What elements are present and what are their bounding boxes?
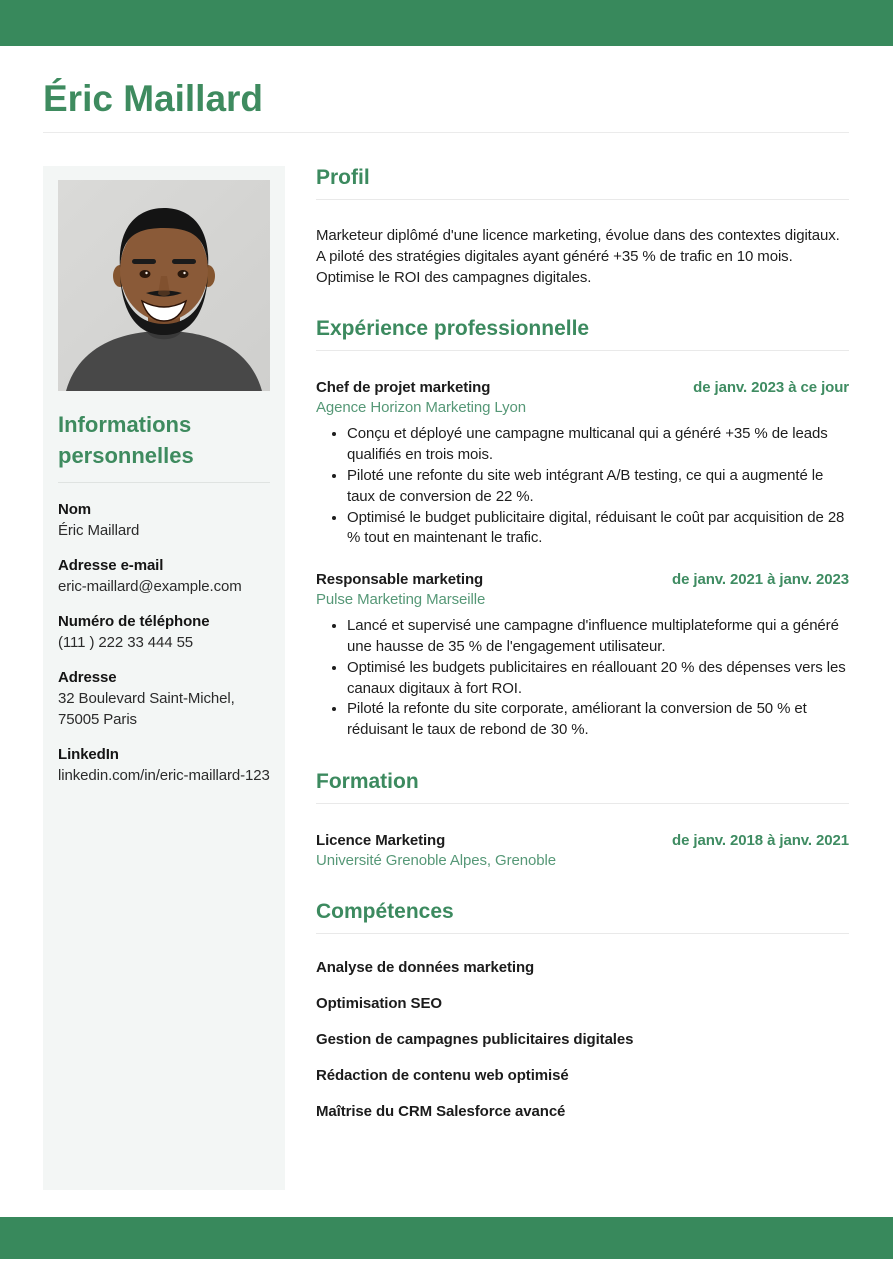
skills-list: [316, 960, 849, 1120]
job-bullet-list: [316, 616, 849, 741]
info-field-label: Adresse e-mail: [58, 556, 164, 574]
skill-item: Rédaction de contenu web optimisé: [316, 1066, 569, 1084]
top-accent-bar: [0, 0, 893, 46]
info-field-phone: [58, 611, 270, 653]
info-field-value: linkedin.com/in/eric-maillard-123: [58, 766, 270, 784]
info-field-address: [58, 667, 270, 730]
job-dates: de janv. 2023 à ce jour: [693, 379, 849, 397]
job-bullet: • Conçu et déployé une campagne multicanal qui a généré +35 % de leads qualifiés en trois mois.: [347, 424, 849, 466]
content: [0, 133, 893, 1190]
bottom-accent-bar: [0, 1217, 893, 1259]
info-field-email: [58, 555, 270, 597]
personal-info-panel: [43, 166, 285, 1190]
info-field-label: LinkedIn: [58, 745, 119, 763]
section-title-profil: Profil: [316, 166, 849, 200]
job-title: Responsable marketing: [316, 571, 484, 589]
job-company: Pulse Marketing Marseille: [316, 591, 486, 609]
profile-summary: Marketeur diplômé d'une licence marketing, évolue dans des contextes digitaux. A piloté des stratégies digitales ayant généré +35 % de trafic en 10 mois. Optimise le ROI des campagnes digitales.: [316, 226, 840, 286]
job-dates: de janv. 2021 à janv. 2023: [672, 571, 849, 589]
info-field-value: eric-maillard@example.com: [58, 577, 242, 595]
header: [0, 46, 893, 133]
main-column: [285, 166, 849, 1140]
info-field-value: (111 ) 222 33 444 55: [58, 633, 194, 651]
skill-item: Analyse de données marketing: [316, 958, 535, 976]
job-bullet-list: [316, 424, 849, 549]
info-field-label: Nom: [58, 500, 92, 518]
section-title-experience: Expérience professionnelle: [316, 317, 849, 351]
job-bullet: • Optimisé les budgets publicitaires en réallouant 20 % des dépenses vers les canaux digitaux à fort ROI.: [347, 658, 849, 700]
education-dates: de janv. 2018 à janv. 2021: [672, 831, 849, 849]
candidate-name: Éric Maillard: [43, 78, 264, 119]
info-field-value: Éric Maillard: [58, 521, 140, 539]
job-header: [316, 377, 849, 398]
job-bullet: • Piloté la refonte du site corporate, améliorant la conversion de 50 % et réduisant le taux de rebond de 30 %.: [347, 699, 849, 741]
job-bullet: • Optimisé le budget publicitaire digital, réduisant le coût par acquisition de 28 % tout en maintenant le trafic.: [347, 508, 849, 550]
degree-title: Licence Marketing: [316, 831, 446, 849]
info-field-nom: [58, 499, 270, 541]
job-title: Chef de projet marketing: [316, 379, 491, 397]
sidebar-section-title: Informations personnelles: [58, 411, 194, 468]
job-header: [316, 569, 849, 590]
info-field-value: 32 Boulevard Saint-Michel, 75005 Paris: [58, 689, 235, 728]
school-name: Université Grenoble Alpes, Grenoble: [316, 851, 556, 869]
experience-entry: [316, 569, 849, 741]
skill-item: Optimisation SEO: [316, 994, 442, 1012]
sidebar-divider: [58, 482, 270, 483]
profile-photo: [58, 180, 270, 391]
job-company: Agence Horizon Marketing Lyon: [316, 399, 526, 417]
section-title-competences: Compétences: [316, 900, 849, 934]
job-bullet: • Piloté une refonte du site web intégrant A/B testing, ce qui a augmenté le taux de conversion de 22 %.: [347, 466, 849, 508]
info-field-linkedin: [58, 744, 270, 786]
info-field-label: Numéro de téléphone: [58, 612, 210, 630]
education-header: [316, 830, 849, 851]
job-bullet: • Lancé et supervisé une campagne d'influence multiplateforme qui a généré une hausse de 35 % de l'engagement utilisateur.: [347, 616, 849, 658]
skill-item: Gestion de campagnes publicitaires digitales: [316, 1030, 634, 1048]
experience-entry: [316, 377, 849, 549]
section-title-formation: Formation: [316, 770, 849, 804]
info-field-label: Adresse: [58, 668, 117, 686]
education-entry: [316, 830, 849, 871]
skill-item: Maîtrise du CRM Salesforce avancé: [316, 1102, 566, 1120]
